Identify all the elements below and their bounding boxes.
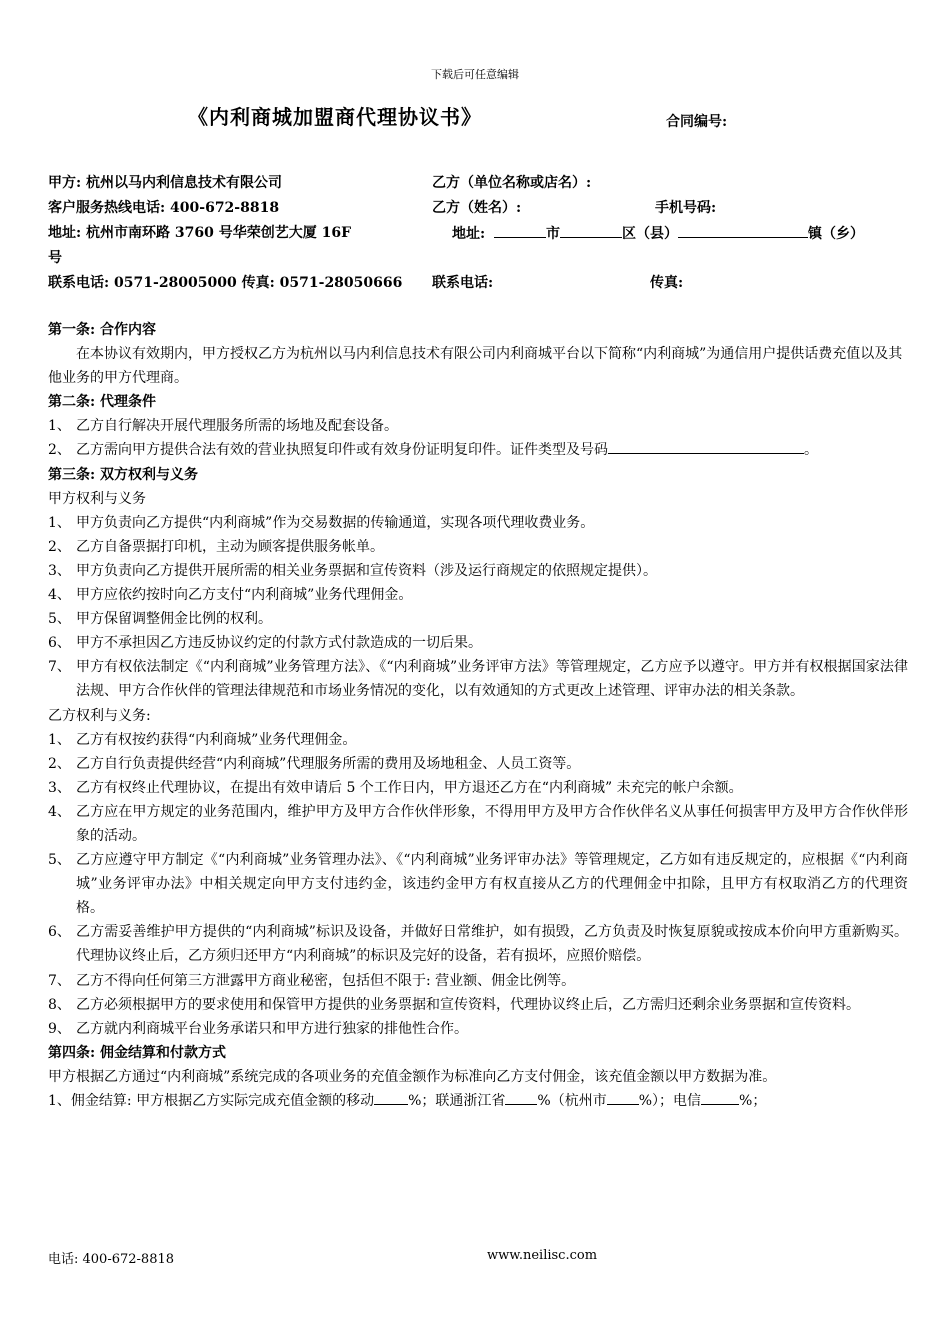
list-item: 8、 乙方必须根据甲方的要求使用和保管甲方提供的业务票据和宣传资料，代理协议终止后，乙方需归还剩余业务票据和宣传资料。 xyxy=(48,996,860,1013)
party-b-unit-label: 乙方（单位名称或店名）: xyxy=(432,175,592,191)
section-3-title: 第三条: 双方权利与义务 xyxy=(48,466,199,483)
list-item: 2、 乙方自行负责提供经营“内利商城”代理服务所需的费用及场地租金、人员工资等。 xyxy=(48,755,581,772)
agreement-body xyxy=(48,318,908,1113)
list-item: 7、 乙方不得向任何第三方泄露甲方商业秘密，包括但不限于: 营业额、佣金比例等。 xyxy=(48,972,576,989)
party-a-name: 甲方: 杭州以马内利信息技术有限公司 xyxy=(48,175,283,191)
party-b-phone-label: 联系电话: xyxy=(432,275,494,291)
party-a-rights-title: 甲方权利与义务 xyxy=(48,490,146,507)
section-1-paragraph: 在本协议有效期内，甲方授权乙方为杭州以马内利信息技术有限公司内利商城平台以下简称“内利商城”为通信用户提供话费充值以及其他业务的甲方代理商。 xyxy=(48,346,903,387)
city-label: 市 xyxy=(546,226,561,242)
party-b-rights-title: 乙方权利与义务: xyxy=(48,707,151,724)
top-note: 下载后可任意编辑 xyxy=(431,68,519,81)
party-a-phone-fax: 联系电话: 0571-28005000 传真: 0571-28050666 xyxy=(48,275,403,291)
party-b-address-label: 地址: xyxy=(452,226,486,242)
section-1-title: 第一条: 合作内容 xyxy=(48,322,157,338)
mobile-rate-blank[interactable] xyxy=(374,1089,408,1105)
party-a-hotline: 客户服务热线电话: 400-672-8818 xyxy=(48,200,280,216)
town-blank[interactable] xyxy=(678,222,808,238)
footer-website[interactable]: www.neilisc.com xyxy=(487,1248,598,1263)
list-item: 6、 乙方需妥善维护甲方提供的“内利商城”标识及设备，并做好日常维护，如有损毁，乙方负责及时恢复原貌或按成本价向甲方重新购买。代理协议终止后，乙方须归还甲方“内利商城”的标识及完好的设备，若有损坏，应照价赔偿。 xyxy=(48,924,908,965)
district-blank[interactable] xyxy=(560,222,622,238)
id-number-blank[interactable] xyxy=(608,438,804,454)
list-item: 7、 甲方有权依法制定《“内利商城”业务管理方法》、《“内利商城”业务评审方法》等管理规定，乙方应予以遵守。甲方并有权根据国家法律法规、甲方合作伙伴的管理法律规范和市场业务情况的变化，以有效通知的方式更改上述管理、评审办法的相关条款。 xyxy=(48,659,908,700)
party-b-fax-label: 传真: xyxy=(650,275,684,291)
list-item: 3、 甲方负责向乙方提供开展所需的相关业务票据和宣传资料（涉及运行商规定的依照规定提供）。 xyxy=(48,562,657,579)
list-item: 2、 乙方需向甲方提供合法有效的营业执照复印件或有效身份证明复印件。证件类型及号码 。 xyxy=(48,438,908,462)
list-item: 2、 乙方自备票据打印机，主动为顾客提供服务帐单。 xyxy=(48,538,384,555)
party-b-address-row xyxy=(452,222,864,243)
list-item: 3、 乙方有权终止代理协议，在提出有效申请后 5 个工作日内，甲方退还乙方在“内利商城” 未充完的帐户余额。 xyxy=(48,779,743,796)
list-item: 1、 乙方自行解决开展代理服务所需的场地及配套设备。 xyxy=(48,418,398,435)
contract-number-label: 合同编号: xyxy=(666,114,728,130)
list-item: 6、 甲方不承担因乙方违反协议约定的付款方式付款造成的一切后果。 xyxy=(48,635,482,652)
party-b-mobile-label: 手机号码: xyxy=(655,200,717,216)
section-2-title: 第二条: 代理条件 xyxy=(48,394,157,411)
telecom-rate-blank[interactable] xyxy=(701,1089,739,1105)
party-b-name-label: 乙方（姓名）: xyxy=(432,200,522,216)
footer-phone: 电话: 400-672-8818 xyxy=(48,1252,175,1267)
hangzhou-rate-blank[interactable] xyxy=(607,1089,639,1105)
section-4-paragraph: 甲方根据乙方通过“内利商城”系统完成的各项业务的充值金额作为标准向乙方支付佣金，该充值金额以甲方数据为准。 xyxy=(48,1068,777,1085)
unicom-rate-blank[interactable] xyxy=(505,1089,537,1105)
list-item: 5、 乙方应遵守甲方制定《“内利商城”业务管理办法》、《“内利商城”业务评审办法》等管理规定，乙方如有违反规定的，应根据《“内利商城”业务评审办法》中相关规定向甲方支付违约金，该违约金甲方有权直接从乙方的代理佣金中扣除，且甲方有权取消乙方的代理资格。 xyxy=(48,852,908,917)
list-item: 4、 甲方应依约按时向乙方支付“内利商城”业务代理佣金。 xyxy=(48,587,413,604)
document-title: 《内利商城加盟商代理协议书》 xyxy=(188,105,482,129)
section-4-title: 第四条: 佣金结算和付款方式 xyxy=(48,1044,227,1061)
town-label: 镇（乡） xyxy=(808,226,865,242)
city-blank[interactable] xyxy=(494,222,546,238)
list-item: 5、 甲方保留调整佣金比例的权利。 xyxy=(48,611,272,628)
commission-settlement: 1、佣金结算: 甲方根据乙方实际完成充值金额的移动 %；联通浙江省 %（杭州市 %）；电信 %； xyxy=(48,1089,908,1113)
party-a-address: 地址: 杭州市南环路 3760 号华荣创艺大厦 16F xyxy=(48,225,352,241)
list-item: 1、 乙方有权按约获得“内利商城”业务代理佣金。 xyxy=(48,731,357,748)
list-item: 9、 乙方就内利商城平台业务承诺只和甲方进行独家的排他性合作。 xyxy=(48,1020,468,1037)
party-a-address-cont: 号 xyxy=(48,250,62,266)
district-label: 区（县） xyxy=(622,226,679,242)
list-item: 4、 乙方应在甲方规定的业务范围内，维护甲方及甲方合作伙伴形象，不得用甲方及甲方合作伙伴名义从事任何损害甲方及甲方合作伙伴形象的活动。 xyxy=(48,803,908,844)
list-item: 1、 甲方负责向乙方提供“内利商城”作为交易数据的传输通道，实现各项代理收费业务。 xyxy=(48,514,595,531)
